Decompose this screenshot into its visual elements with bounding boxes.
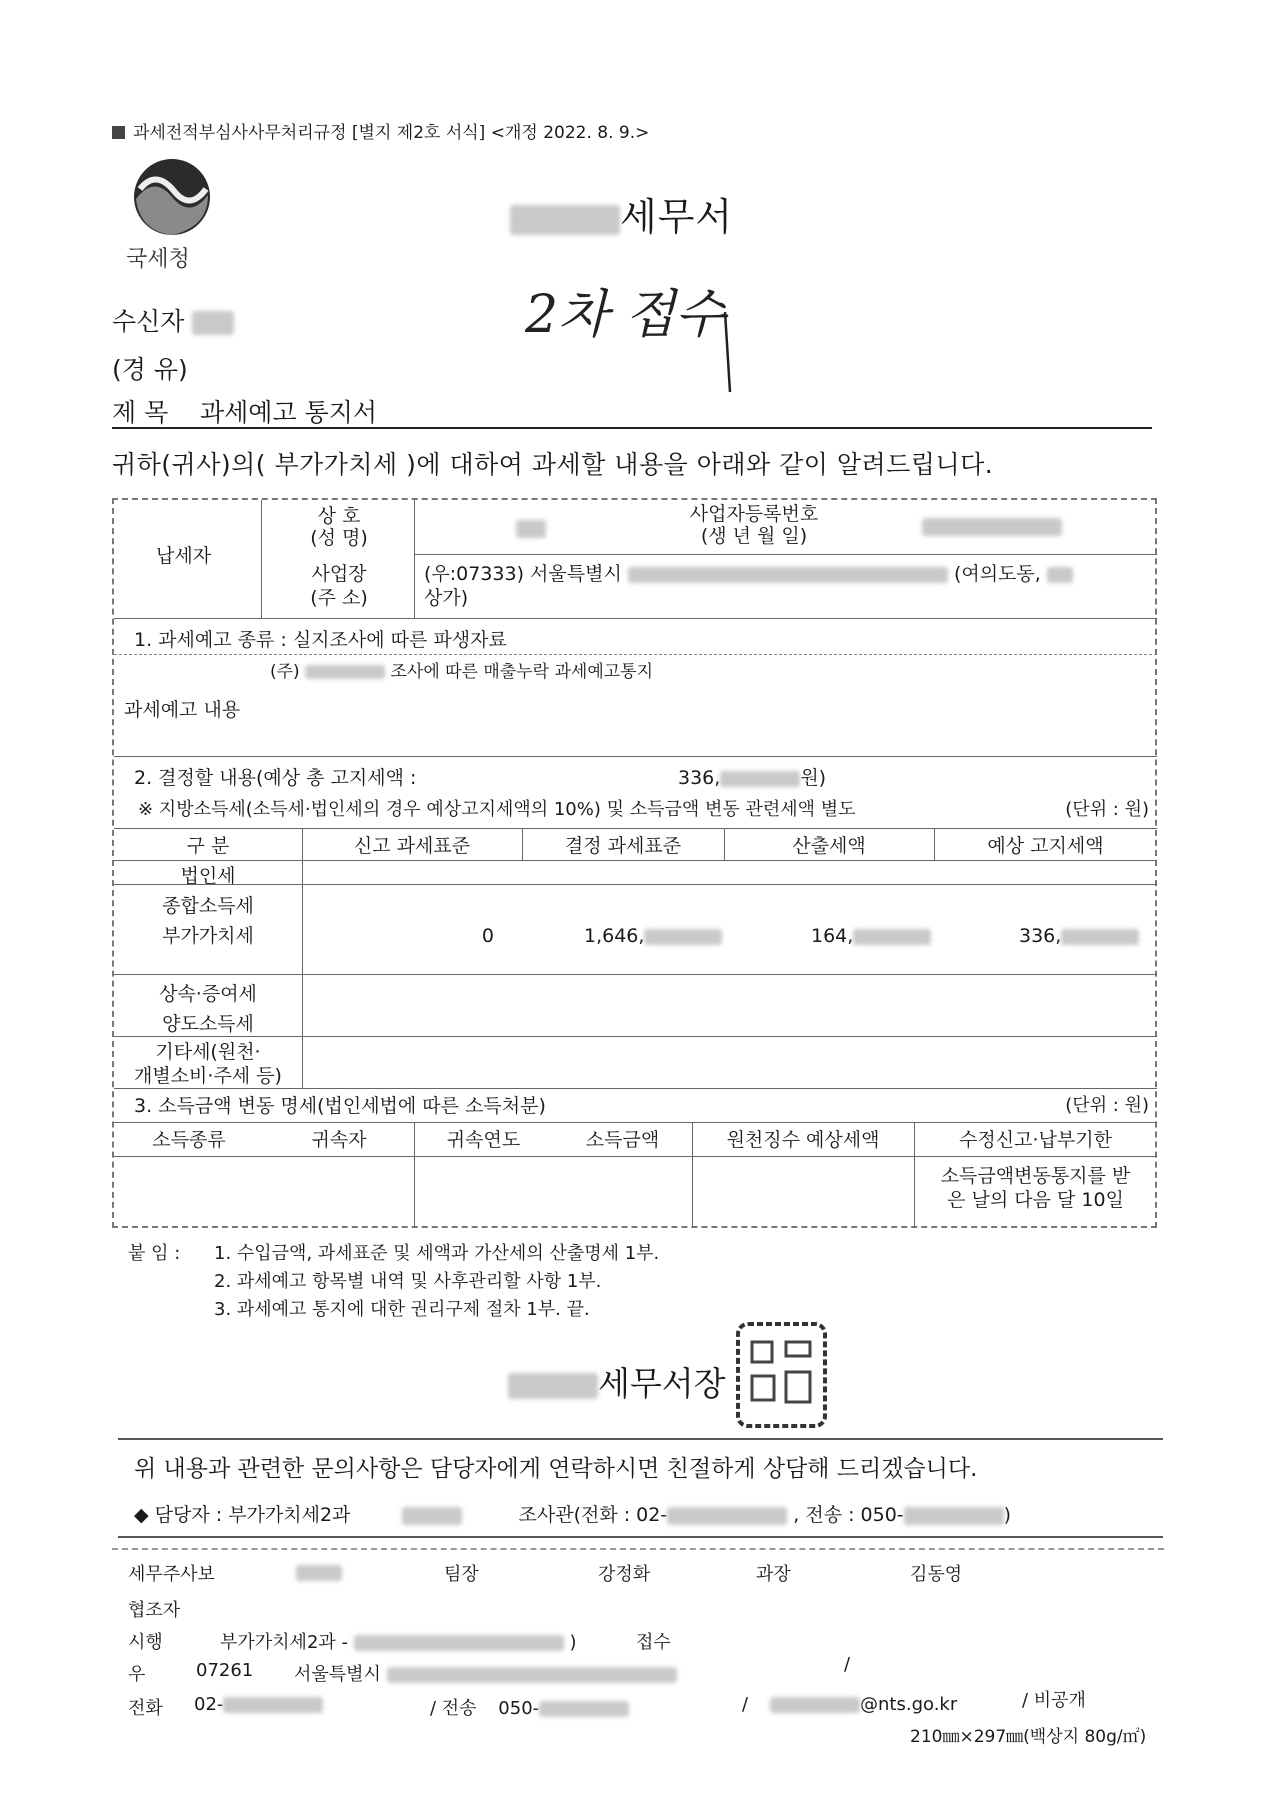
svg-text:2차 접수: 2차 접수 <box>525 285 726 345</box>
vat-notice-value: 336, <box>1019 924 1139 948</box>
contact-box <box>118 1438 1163 1538</box>
form-reference: 과세전적부심사사무처리규정 [별지 제2호 서식] <개정 2022. 8. 9.> <box>112 118 649 143</box>
attachment-2: 2. 과세예고 항목별 내역 및 사후관리할 사항 1부. <box>214 1271 602 1292</box>
footer-postal-code: 07261 <box>196 1660 254 1681</box>
attachment-3: 3. 과세예고 통지에 대한 권리구제 절차 1부. 끝. <box>214 1299 590 1320</box>
section3-header-year: 귀속연도 <box>446 1129 521 1151</box>
trade-name-value <box>516 516 546 540</box>
footer-director-name: 김동영 <box>910 1564 963 1585</box>
section3-header-withholding: 원천징수 예상세액 <box>726 1129 880 1151</box>
row-income-tax: 종합소득세 <box>162 895 254 917</box>
row-transfer-tax: 양도소득세 <box>162 1013 254 1035</box>
intro-text: 귀하(귀사)의( 부가가치세 )에 대하여 과세할 내용을 아래와 같이 알려드립니다. <box>112 450 994 479</box>
footer-slash-1: / <box>844 1654 851 1675</box>
office-title: 세무서 <box>510 186 733 241</box>
footer-disclosure: / 비공개 <box>1022 1690 1086 1711</box>
subject-rule <box>112 427 1152 429</box>
reg-no-value <box>922 514 1062 538</box>
footer-postal-label: 우 <box>128 1664 146 1685</box>
business-address-line2: 상가) <box>424 587 469 609</box>
section3-header-owner: 귀속자 <box>311 1129 367 1151</box>
section2-header-determined: 결정 과세표준 <box>564 835 682 857</box>
footer-postal-address: 서울특별시 <box>294 1660 677 1686</box>
footer-paper-spec: 210㎜×297㎜(백상지 80g/㎡) <box>910 1727 1147 1747</box>
section2-header-reported: 신고 과세표준 <box>353 835 471 857</box>
footer-slash-2: / <box>742 1694 749 1715</box>
section1-title: 1. 과세예고 종류 : 실지조사에 따른 파생자료 <box>134 629 507 651</box>
row-other-tax-1: 기타세(원천· <box>155 1041 261 1063</box>
chief-title: 세무서장 <box>508 1358 726 1405</box>
trade-name-label: 상 호 <box>317 505 361 527</box>
footer-execution: 시행 <box>128 1632 163 1653</box>
section2-note: ※ 지방소득세(소득세·법인세의 경우 예상고지세액의 10%) 및 소득금액 변동 관련세액 별도 <box>138 799 856 820</box>
business-address: (우:07333) 서울특별시 (여의도동, <box>424 562 1154 586</box>
contact-notice: 위 내용과 관련한 문의사항은 담당자에게 연락하시면 친절하게 상담해 드리겠습니다. <box>134 1456 978 1482</box>
section3-header-type: 소득종류 <box>152 1129 226 1151</box>
section3-header-amount: 소득금액 <box>585 1129 660 1151</box>
section2-unit: (단위 : 원) <box>1065 799 1149 820</box>
vat-tax-value: 164, <box>811 924 931 948</box>
section3-unit: (단위 : 원) <box>1065 1095 1149 1116</box>
reg-no-label: 사업자등록번호 <box>689 503 819 525</box>
footer-assistant-name <box>296 1562 342 1583</box>
subject-line: 제 목 과세예고 통지서 <box>112 398 377 427</box>
footer-fax: / 전송 050- <box>430 1694 629 1720</box>
footer-rule <box>112 1548 1164 1550</box>
trade-name-sub: (성 명) <box>310 527 368 549</box>
reg-no-sub: (생 년 월 일) <box>700 525 808 547</box>
section2-title: 2. 결정할 내용(예상 총 고지세액 : <box>134 767 417 789</box>
recipient-line: 수신자 <box>112 302 234 338</box>
handwritten-note <box>525 262 785 402</box>
section1-content-label: 과세예고 내용 <box>124 699 241 721</box>
deadline-line1: 소득금액변동통지를 받 <box>940 1165 1131 1187</box>
footer-director: 과장 <box>756 1564 791 1585</box>
attachments-label: 붙 임 : <box>128 1243 181 1264</box>
vat-reported-value: 0 <box>481 925 494 947</box>
business-sub: (주 소) <box>310 587 368 609</box>
footer-cooperator: 협조자 <box>128 1600 181 1621</box>
official-seal-icon <box>734 1320 829 1430</box>
section2-header-category: 구 분 <box>186 835 230 857</box>
row-corporate-tax: 법인세 <box>180 865 236 887</box>
section2-total: 336, 원) <box>678 767 827 789</box>
footer-execution-dept: 부가가치세2과 - ) <box>220 1632 577 1653</box>
footer-phone-label: 전화 <box>128 1698 163 1719</box>
footer-receipt: 접수 <box>636 1632 671 1653</box>
section3-title: 3. 소득금액 변동 명세(법인세법에 따른 소득처분) <box>134 1095 546 1117</box>
section3-header-deadline: 수정신고·납부기한 <box>959 1129 1112 1151</box>
deadline-line2: 은 날의 다음 달 10일 <box>947 1189 1124 1211</box>
footer-team-lead: 팀장 <box>444 1564 479 1585</box>
section2-header-tax: 산출세액 <box>792 835 866 857</box>
row-other-tax-2: 개별소비·주세 등) <box>134 1065 282 1087</box>
section1-content: (주) 조사에 따른 매출누락 과세예고통지 <box>270 662 654 682</box>
footer-team-lead-name: 강정화 <box>598 1564 651 1585</box>
via-line: (경 유) <box>112 355 188 384</box>
section2-header-notice: 예상 고지세액 <box>987 835 1104 857</box>
contact-person: ◆ 담당자 : 부가가치세2과 조사관(전화 : 02- , 전송 : 050- ) <box>134 1504 1012 1526</box>
footer-assistant: 세무주사보 <box>128 1564 215 1585</box>
attachment-1: 1. 수입금액, 과세표준 및 세액과 가산세의 산출명세 1부. <box>214 1243 660 1264</box>
business-label: 사업장 <box>311 563 367 585</box>
taxpayer-label: 납세자 <box>156 545 212 567</box>
row-vat: 부가가치세 <box>162 925 254 947</box>
footer-phone: 02- <box>194 1694 323 1715</box>
row-inheritance-tax: 상속·증여세 <box>159 983 257 1005</box>
square-bullet-icon <box>112 126 125 139</box>
footer-email: @nts.go.kr <box>770 1694 957 1715</box>
logo-text: 국세청 <box>126 247 190 272</box>
notice-table <box>112 498 1157 1228</box>
vat-determined-value: 1,646, <box>584 924 722 948</box>
